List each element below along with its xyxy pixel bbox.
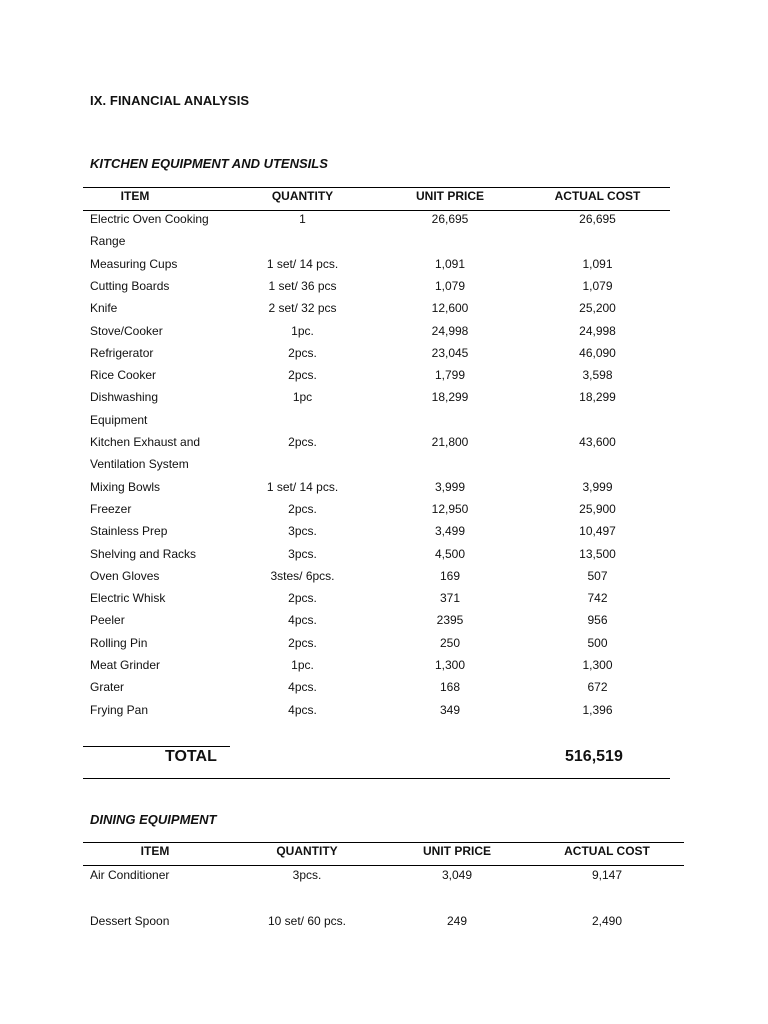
table-row (0, 208, 768, 230)
quantity-cell: 1pc. (291, 658, 314, 672)
table-row (0, 409, 768, 431)
unit-price-cell: 249 (446, 914, 468, 928)
table-row (0, 476, 768, 498)
quantity-cell: 3pcs. (292, 868, 322, 882)
quantity-cell: 1 set/ 36 pcs (268, 278, 337, 293)
quantity-cell: 3pcs. (288, 524, 317, 539)
actual-cost-cell: 1,091 (582, 256, 613, 271)
table-row (0, 910, 768, 932)
actual-cost-cell: 46,090 (579, 345, 616, 360)
table-row (0, 431, 768, 453)
item-cell: Kitchen Exhaust and (90, 435, 201, 449)
unit-price-cell: 12,600 (431, 301, 469, 316)
kitchen-header-actual-cost: ACTUAL COST (554, 189, 641, 203)
kitchen-header-quantity: QUANTITY (271, 189, 334, 203)
quantity-cell: 1 set/ 14 pcs. (266, 256, 339, 271)
table-row (0, 320, 768, 342)
quantity-cell: 2pcs. (288, 435, 317, 449)
item-cell: Meat Grinder (90, 658, 161, 672)
unit-price-cell: 3,499 (434, 524, 466, 539)
item-cell: Freezer (90, 501, 132, 516)
actual-cost-cell: 25,900 (579, 501, 616, 516)
total-bottom-rule (83, 778, 670, 779)
actual-cost-cell: 26,695 (579, 212, 616, 226)
unit-price-cell: 1,300 (434, 658, 466, 672)
table-row (0, 565, 768, 587)
table-row (0, 676, 768, 698)
item-cell: Refrigerator (90, 345, 154, 360)
item-cell: Ventilation System (90, 457, 189, 472)
item-cell: Electric Oven Cooking (90, 212, 209, 226)
actual-cost-cell: 24,998 (579, 323, 616, 338)
item-cell: Equipment (90, 412, 148, 427)
quantity-cell: 1 set/ 14 pcs. (266, 479, 339, 494)
item-cell: Peeler (90, 613, 125, 628)
item-cell: Mixing Bowls (90, 479, 161, 494)
kitchen-header-unit-price: UNIT PRICE (415, 189, 484, 203)
kitchen-header-top-rule (83, 187, 670, 188)
actual-cost-cell: 956 (587, 613, 608, 628)
actual-cost-cell: 500 (587, 635, 608, 650)
actual-cost-cell: 13,500 (579, 546, 616, 561)
table-row (0, 364, 768, 386)
unit-price-cell: 21,800 (431, 435, 469, 449)
table-row (0, 864, 768, 886)
actual-cost-cell: 672 (587, 680, 608, 695)
quantity-cell: 4pcs. (288, 613, 317, 628)
quantity-cell: 2pcs. (288, 591, 317, 606)
table-row (0, 297, 768, 319)
unit-price-cell: 349 (439, 702, 461, 717)
unit-price-cell: 18,299 (431, 390, 469, 405)
actual-cost-cell: 1,300 (582, 658, 613, 672)
table-row (0, 520, 768, 542)
table-row (0, 609, 768, 631)
actual-cost-cell: 3,598 (582, 368, 613, 383)
table-row (0, 543, 768, 565)
quantity-cell: 2pcs. (288, 368, 317, 383)
unit-price-cell: 26,695 (431, 212, 469, 226)
quantity-cell: 3pcs. (288, 546, 317, 561)
unit-price-cell: 168 (439, 680, 461, 695)
item-cell: Stainless Prep (90, 524, 168, 539)
item-cell: Cutting Boards (90, 278, 170, 293)
actual-cost-cell: 25,200 (579, 301, 616, 316)
quantity-cell: 2pcs. (288, 501, 317, 516)
dining-header-actual-cost: ACTUAL COST (564, 844, 650, 858)
table-row (0, 654, 768, 676)
unit-price-cell: 12,950 (431, 501, 469, 516)
item-cell: Oven Gloves (90, 568, 160, 583)
actual-cost-cell: 18,299 (579, 390, 616, 405)
unit-price-cell: 3,049 (441, 868, 473, 882)
table-row (0, 253, 768, 275)
item-cell: Frying Pan (90, 702, 149, 717)
total-label: TOTAL (165, 748, 217, 765)
quantity-cell: 1 (299, 212, 306, 226)
table-row (0, 587, 768, 609)
table-row (0, 498, 768, 520)
item-cell: Dishwashing (90, 390, 159, 405)
actual-cost-cell: 3,999 (582, 479, 613, 494)
actual-cost-cell: 1,396 (582, 702, 613, 717)
item-cell: Electric Whisk (90, 591, 166, 606)
unit-price-cell: 250 (439, 635, 461, 650)
item-cell: Rice Cooker (90, 368, 157, 383)
item-cell: Stove/Cooker (90, 323, 163, 338)
unit-price-cell: 1,799 (434, 368, 466, 383)
item-cell: Shelving and Racks (90, 546, 197, 561)
item-cell: Knife (90, 301, 118, 316)
quantity-cell: 1pc (292, 390, 313, 405)
quantity-cell: 2pcs. (288, 345, 317, 360)
actual-cost-cell: 10,497 (579, 524, 616, 539)
item-cell: Air Conditioner (90, 868, 170, 882)
unit-price-cell: 1,079 (434, 278, 466, 293)
actual-cost-cell: 742 (587, 591, 608, 606)
unit-price-cell: 371 (439, 591, 461, 606)
table-row (0, 699, 768, 721)
unit-price-cell: 2395 (436, 613, 464, 628)
unit-price-cell: 24,998 (431, 323, 469, 338)
quantity-cell: 4pcs. (288, 702, 317, 717)
quantity-cell: 10 set/ 60 pcs. (267, 914, 347, 928)
table-row (0, 275, 768, 297)
kitchen-table-title: KITCHEN EQUIPMENT AND UTENSILS (90, 156, 328, 171)
actual-cost-cell: 9,147 (591, 868, 623, 882)
quantity-cell: 2pcs. (288, 635, 317, 650)
unit-price-cell: 3,999 (434, 479, 466, 494)
total-top-rule (83, 746, 230, 747)
unit-price-cell: 1,091 (434, 256, 466, 271)
dining-header-quantity: QUANTITY (276, 844, 338, 858)
kitchen-header-item: ITEM (120, 189, 150, 203)
dining-header-unit-price: UNIT PRICE (422, 844, 491, 858)
section-title: IX. FINANCIAL ANALYSIS (90, 93, 250, 108)
table-row (0, 453, 768, 475)
quantity-cell: 4pcs. (288, 680, 317, 695)
item-cell: Grater (90, 680, 125, 695)
dining-header-item: ITEM (140, 844, 170, 858)
table-row (0, 632, 768, 654)
unit-price-cell: 23,045 (431, 345, 469, 360)
actual-cost-cell: 507 (587, 568, 608, 583)
table-row (0, 230, 768, 252)
item-cell: Dessert Spoon (90, 914, 170, 928)
quantity-cell: 1pc. (291, 323, 314, 338)
actual-cost-cell: 1,079 (582, 278, 613, 293)
actual-cost-cell: 43,600 (579, 435, 616, 449)
unit-price-cell: 169 (439, 568, 461, 583)
table-row (0, 342, 768, 364)
unit-price-cell: 4,500 (434, 546, 466, 561)
total-value: 516,519 (565, 748, 623, 765)
actual-cost-cell: 2,490 (591, 914, 623, 928)
item-cell: Range (90, 234, 126, 249)
dining-table-title: DINING EQUIPMENT (90, 812, 217, 827)
quantity-cell: 3stes/ 6pcs. (270, 568, 335, 583)
dining-header-top-rule (83, 842, 684, 843)
table-row (0, 386, 768, 408)
item-cell: Measuring Cups (90, 256, 178, 271)
quantity-cell: 2 set/ 32 pcs (268, 301, 337, 316)
item-cell: Rolling Pin (90, 635, 148, 650)
